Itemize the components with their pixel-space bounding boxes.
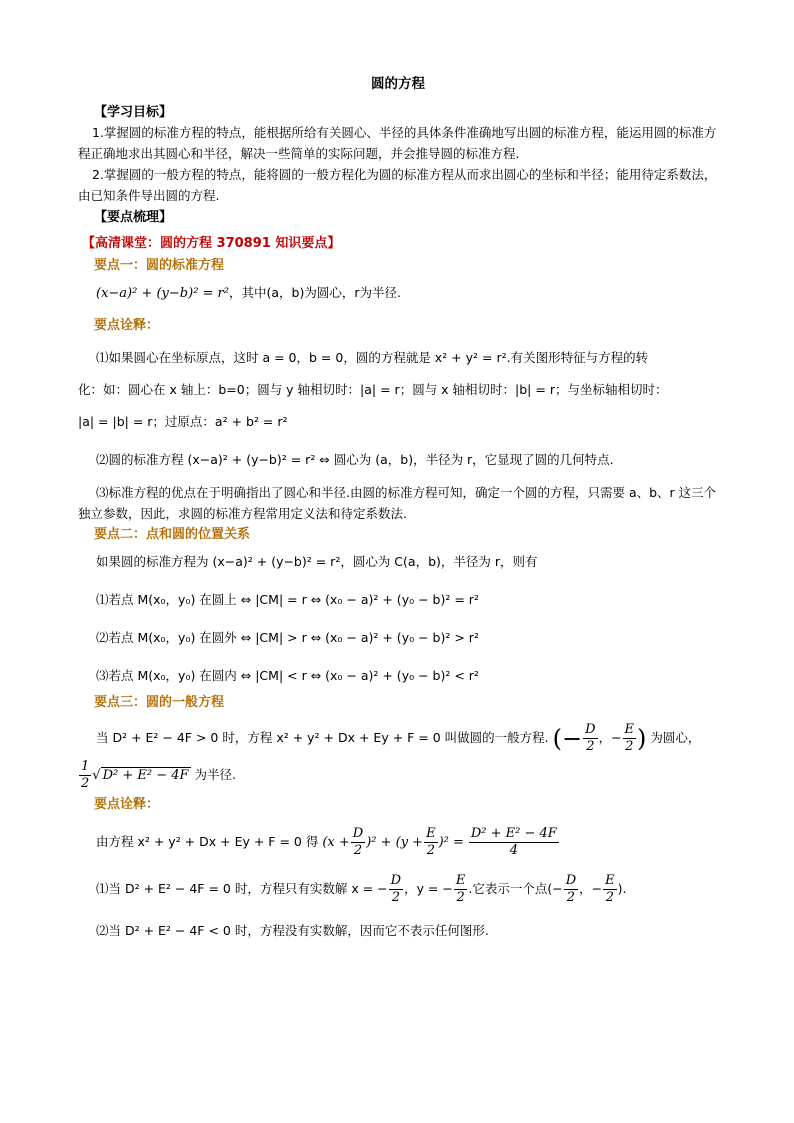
section-heading-goals: 【学习目标】 [94,105,173,120]
document-page [78,72,718,947]
fraction-numerator: D [352,825,364,841]
fraction-denominator: 2 [81,775,90,791]
center-close-paren: ) [637,724,647,753]
case-1-text-c: .它表示一个点(− [468,880,563,896]
center-open-paren: (− [552,724,583,753]
eq-e-fraction [424,826,438,859]
fraction-denominator: 2 [566,889,576,905]
note-1-line-b: 化：如：圆心在 x 轴上：b=0；圆与 y 轴相切时：|a| = r；圆与 x 轴相切时：|b| = r；与坐标轴相切时： [78,382,668,397]
fraction-numerator: E [605,872,615,888]
point-3-heading: 要点三：圆的一般方程 [94,695,225,710]
point-3-note-heading: 要点诠释： [94,796,160,812]
document-title: 圆的方程 [371,76,425,92]
fraction-numerator: E [624,722,635,737]
general-equation-text: 当 D² + E² − 4F > 0 时，方程 x² + y² + Dx + Ey + F = 0 叫做圆的一般方程. [96,730,549,745]
completed-square-equation [78,822,718,863]
fraction-denominator: 2 [391,889,400,905]
note-3: ⑶标准方程的优点在于明确指出了圆心和半径.由圆的标准方程可知，确定一个圆的方程，只需要 a、b、r 这三个独立参数，因此，求圆的标准方程常用定义法和待定系数法. [78,485,717,521]
case-1-point-x-fraction [564,873,578,906]
general-equation-line-1 [78,720,718,757]
fraction-denominator: 2 [605,889,614,905]
case-1-x-fraction [389,873,403,906]
eq-lead: 由方程 x² + y² + Dx + Ey + F = 0 得 [96,833,319,849]
fraction-denominator: 2 [353,842,363,858]
eq-rhs-fraction [469,826,559,859]
fraction-denominator: 2 [625,739,634,754]
fraction-numerator: 1 [81,758,90,774]
standard-equation [78,277,718,310]
point-2-intro: 如果圆的标准方程为 (x−a)² + (y−b)² = r²，圆心为 C(a，b)，半径为 r，则有 [96,554,538,569]
case-1-y-fraction [454,873,468,906]
fraction-numerator: D [585,722,596,737]
note-1-line-c: |a| = |b| = r；过原点：a² + b² = r² [78,414,288,429]
note-1-line-a: ⑴如果圆心在坐标原点，这时 a = 0，b = 0，圆的方程就是 x² + y² = r².有关图形特征与方程的转 [96,350,649,365]
class-link: 【高清课堂：圆的方程 370891 知识要点】 [82,236,341,251]
center-comma: ，− [598,730,622,745]
case-1-text-d: ，− [579,880,603,896]
eq-mid: )² + (y + [366,834,424,850]
point-1-heading: 要点一：圆的标准方程 [94,258,225,273]
position-on-circle: ⑴若点 M(x₀，y₀) 在圆上 ⇔ |CM| = r ⇔ (x₀ − a)² + (y₀ − b)² = r² [96,592,479,607]
eq-right: )² = [438,834,464,850]
fraction-numerator: D [565,872,577,888]
case-1-point-y-fraction [603,873,617,906]
fraction-denominator: 2 [426,842,435,858]
eq-left: (x + [322,834,350,850]
position-inside-circle: ⑶若点 M(x₀，y₀) 在圆内 ⇔ |CM| < r ⇔ (x₀ − a)² + (y₀ − b)² < r² [96,668,479,683]
case-1-text-b: ，y = − [404,880,453,896]
point-2-heading: 要点二：点和圆的位置关系 [94,527,251,542]
goal-1: 1.掌握圆的标准方程的特点，能根据所给有关圆心、半径的具体条件准确地写出圆的标准方程，能运用圆的标准方程正确地求出其圆心和半径，解决一些简单的实际问题，并会推导圆的标准方程. [78,125,717,161]
case-1-text-e: ). [617,880,627,896]
center-x-fraction [583,722,597,755]
fraction-numerator: E [426,825,436,841]
standard-equation-formula: (x−a)² + (y−b)² = r² [96,286,229,301]
goal-2: 2.掌握圆的一般方程的特点，能将圆的一般方程化为圆的标准方程从而求出圆心的坐标和半径；能用待定系数法，由已知条件导出圆的方程. [78,167,717,203]
case-2: ⑵当 D² + E² − 4F < 0 时，方程没有实数解，因而它不表示任何图形. [96,922,489,938]
fraction-numerator: D² + E² − 4F [470,825,557,841]
eq-d-fraction [351,826,365,859]
standard-equation-text: ，其中(a，b)为圆心，r为半径. [228,285,401,300]
fraction-denominator: 4 [509,842,518,858]
section-heading-points: 【要点梳理】 [94,210,173,225]
case-1 [78,869,718,909]
half-fraction [79,759,91,792]
fraction-numerator: D [390,872,402,888]
fraction-denominator: 2 [456,889,465,905]
center-text: 为圆心， [650,730,701,745]
position-outside-circle: ⑵若点 M(x₀，y₀) 在圆外 ⇔ |CM| > r ⇔ (x₀ − a)² + (y₀ − b)² > r² [96,630,479,645]
case-1-text-a: ⑴当 D² + E² − 4F = 0 时，方程只有实数解 x = − [96,880,388,896]
radius-text: 为半径. [194,766,236,782]
center-y-fraction [623,722,637,755]
radicand: D² + E² − 4F [102,767,189,783]
point-1-note-heading: 要点诠释： [94,318,160,333]
sqrt-sign: √ [92,767,101,783]
fraction-denominator: 2 [586,739,595,754]
general-equation-line-2 [78,757,718,794]
note-2: ⑵圆的标准方程 (x−a)² + (y−b)² = r² ⇔ 圆心为 (a，b)，半径为 r，它显现了圆的几何特点. [96,452,614,467]
fraction-numerator: E [455,872,466,888]
